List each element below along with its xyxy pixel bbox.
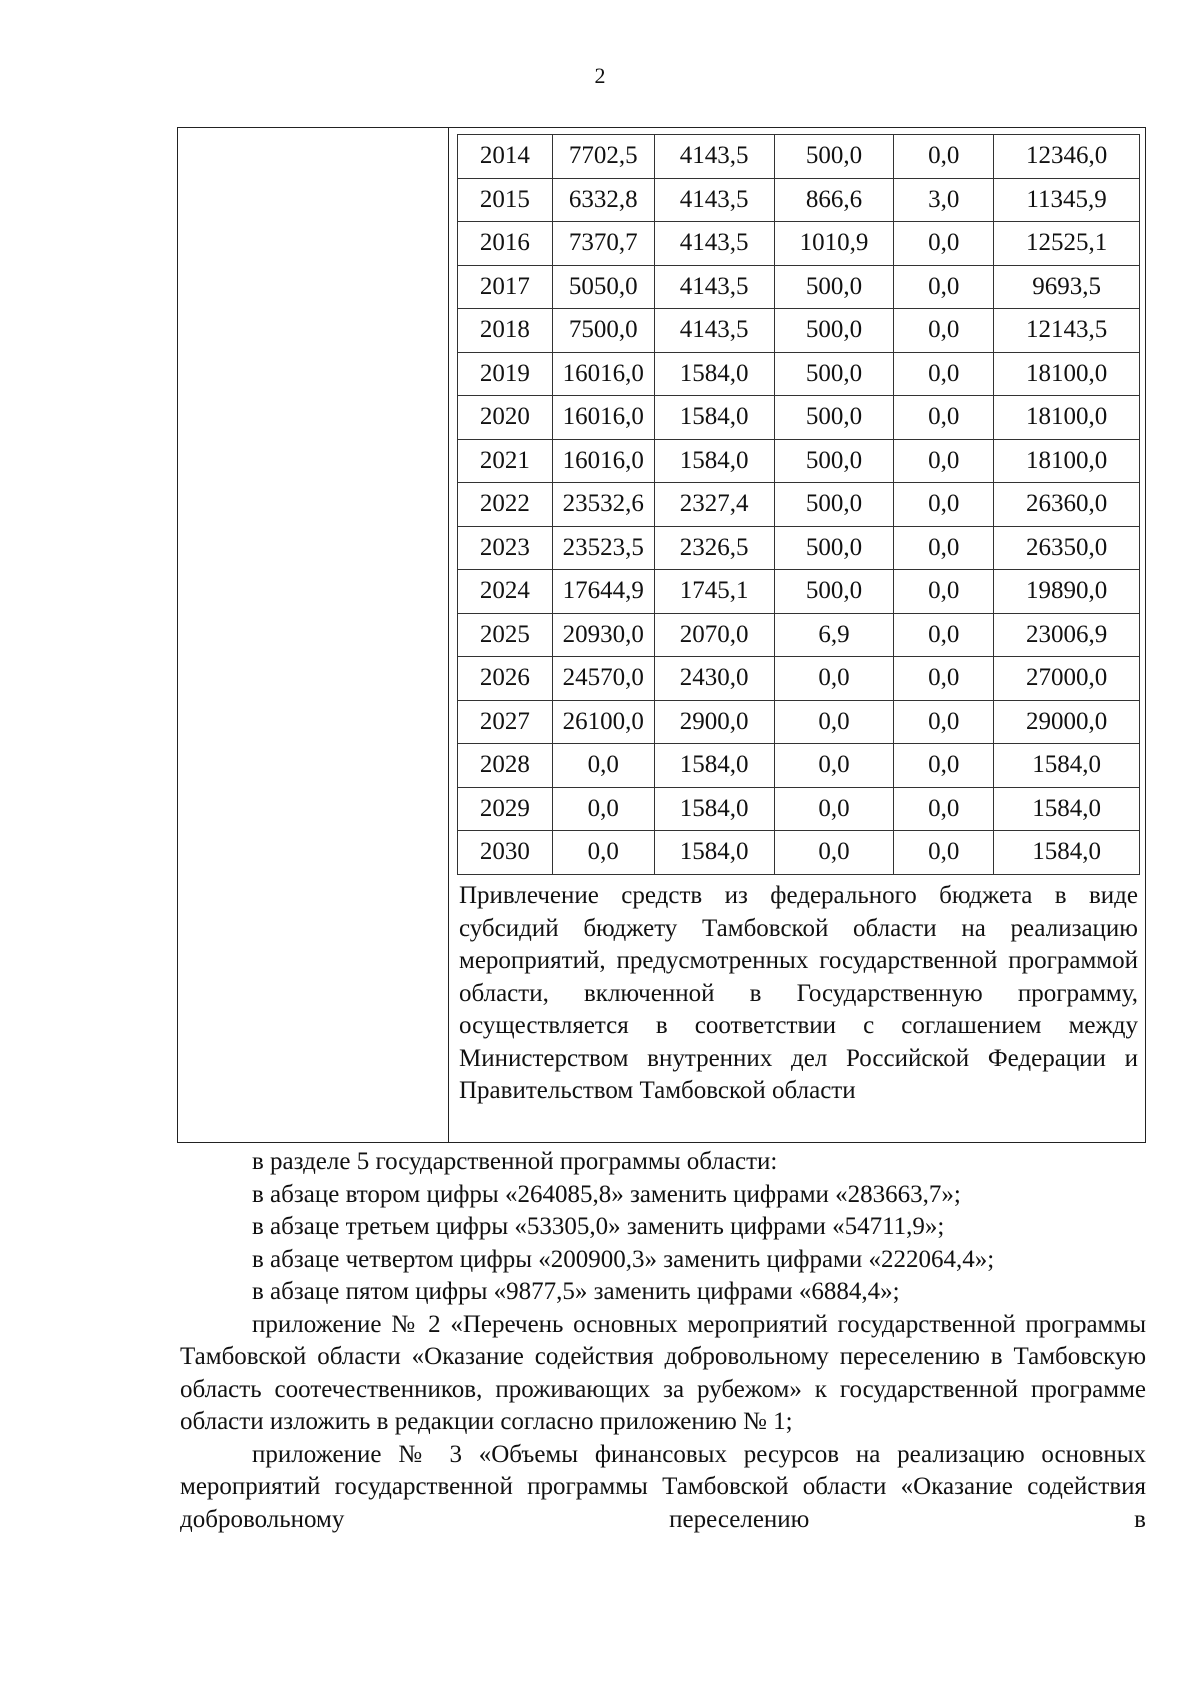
appendix-2-amendment: приложение № 2 «Перечень основных мероприятий государственной программы Тамбовской области «Оказание содействия добровольному переселению в Тамбовскую область соотечественников, проживающих за рубежом» к государственной программе области изложить в редакции согласно приложению № 1; bbox=[180, 1310, 1146, 1435]
amount-cell: 4143,5 bbox=[654, 178, 774, 222]
amount-cell: 2430,0 bbox=[654, 657, 774, 701]
amount-cell: 1584,0 bbox=[654, 439, 774, 483]
year-cell: 2020 bbox=[458, 396, 553, 440]
funding-by-year-table bbox=[457, 134, 1140, 875]
amount-cell: 0,0 bbox=[552, 831, 654, 875]
amount-cell: 0,0 bbox=[894, 265, 994, 309]
amount-cell: 18100,0 bbox=[994, 439, 1140, 483]
year-cell: 2025 bbox=[458, 613, 553, 657]
table-row bbox=[458, 352, 1140, 396]
amount-cell: 1584,0 bbox=[654, 352, 774, 396]
paragraph-second-amendment: в абзаце втором цифры «264085,8» заменить цифрами «283663,7»; bbox=[252, 1180, 961, 1208]
amount-cell: 26360,0 bbox=[994, 483, 1140, 527]
amount-cell: 29000,0 bbox=[994, 700, 1140, 744]
amount-cell: 12346,0 bbox=[994, 135, 1140, 179]
table-row bbox=[458, 178, 1140, 222]
amount-cell: 500,0 bbox=[774, 570, 894, 614]
amount-cell: 16016,0 bbox=[552, 352, 654, 396]
amount-cell: 12143,5 bbox=[994, 309, 1140, 353]
amount-cell: 0,0 bbox=[894, 613, 994, 657]
amount-cell: 0,0 bbox=[894, 135, 994, 179]
amount-cell: 2327,4 bbox=[654, 483, 774, 527]
year-cell: 2024 bbox=[458, 570, 553, 614]
year-cell: 2018 bbox=[458, 309, 553, 353]
amount-cell: 6332,8 bbox=[552, 178, 654, 222]
amount-cell: 0,0 bbox=[774, 787, 894, 831]
amount-cell: 23006,9 bbox=[994, 613, 1140, 657]
amount-cell: 4143,5 bbox=[654, 222, 774, 266]
amount-cell: 23532,6 bbox=[552, 483, 654, 527]
table-row bbox=[458, 570, 1140, 614]
amount-cell: 0,0 bbox=[894, 744, 994, 788]
amount-cell: 0,0 bbox=[894, 526, 994, 570]
table-row bbox=[458, 483, 1140, 527]
year-cell: 2029 bbox=[458, 787, 553, 831]
table-row bbox=[458, 787, 1140, 831]
amendment-text bbox=[180, 1146, 1146, 1536]
amount-cell: 1010,9 bbox=[774, 222, 894, 266]
amount-cell: 1584,0 bbox=[994, 744, 1140, 788]
amount-cell: 0,0 bbox=[774, 744, 894, 788]
amount-cell: 0,0 bbox=[894, 657, 994, 701]
amount-cell: 500,0 bbox=[774, 309, 894, 353]
amount-cell: 0,0 bbox=[774, 831, 894, 875]
amount-cell: 11345,9 bbox=[994, 178, 1140, 222]
amount-cell: 0,0 bbox=[894, 831, 994, 875]
paragraph-third-amendment: в абзаце третьем цифры «53305,0» заменить цифрами «54711,9»; bbox=[252, 1213, 945, 1240]
amount-cell: 6,9 bbox=[774, 613, 894, 657]
amount-cell: 2070,0 bbox=[654, 613, 774, 657]
page-number: 2 bbox=[594, 63, 606, 88]
amount-cell: 23523,5 bbox=[552, 526, 654, 570]
amount-cell: 1584,0 bbox=[654, 831, 774, 875]
amount-cell: 17644,9 bbox=[552, 570, 654, 614]
amount-cell: 20930,0 bbox=[552, 613, 654, 657]
amount-cell: 16016,0 bbox=[552, 396, 654, 440]
amount-cell: 7500,0 bbox=[552, 309, 654, 353]
year-cell: 2019 bbox=[458, 352, 553, 396]
amount-cell: 0,0 bbox=[552, 787, 654, 831]
amount-cell: 0,0 bbox=[894, 483, 994, 527]
amount-cell: 500,0 bbox=[774, 526, 894, 570]
amount-cell: 5050,0 bbox=[552, 265, 654, 309]
amount-cell: 1584,0 bbox=[654, 787, 774, 831]
table-row bbox=[458, 744, 1140, 788]
amount-cell: 0,0 bbox=[894, 439, 994, 483]
year-cell: 2015 bbox=[458, 178, 553, 222]
year-cell: 2016 bbox=[458, 222, 553, 266]
year-cell: 2023 bbox=[458, 526, 553, 570]
amount-cell: 0,0 bbox=[894, 396, 994, 440]
paragraph-fifth-amendment: в абзаце пятом цифры «9877,5» заменить цифрами «6884,4»; bbox=[252, 1278, 900, 1305]
paragraph-fourth-amendment: в абзаце четвертом цифры «200900,3» заменить цифрами «222064,4»; bbox=[252, 1245, 995, 1273]
table-row bbox=[458, 526, 1140, 570]
amount-cell: 500,0 bbox=[774, 396, 894, 440]
table-row bbox=[458, 700, 1140, 744]
year-cell: 2026 bbox=[458, 657, 553, 701]
year-cell: 2027 bbox=[458, 700, 553, 744]
amount-cell: 1584,0 bbox=[994, 787, 1140, 831]
amount-cell: 0,0 bbox=[774, 700, 894, 744]
federal-funding-note: Привлечение средств из федерального бюджета в виде субсидий бюджету Тамбовской области на реализацию мероприятий, предусмотренных государственной программой области, включенной в Государственную программу, осуществляется в соответствии с соглашением между Министерством внутренних дел Российской Федерации и Правительством Тамбовской области bbox=[459, 882, 1138, 1104]
amount-cell: 0,0 bbox=[894, 787, 994, 831]
table-row bbox=[458, 309, 1140, 353]
amount-cell: 3,0 bbox=[894, 178, 994, 222]
amount-cell: 18100,0 bbox=[994, 396, 1140, 440]
amount-cell: 0,0 bbox=[552, 744, 654, 788]
amount-cell: 27000,0 bbox=[994, 657, 1140, 701]
section-intro: в разделе 5 государственной программы области: bbox=[252, 1148, 778, 1175]
amount-cell: 7702,5 bbox=[552, 135, 654, 179]
amount-cell: 1745,1 bbox=[654, 570, 774, 614]
year-cell: 2021 bbox=[458, 439, 553, 483]
amount-cell: 24570,0 bbox=[552, 657, 654, 701]
amount-cell: 19890,0 bbox=[994, 570, 1140, 614]
column-divider bbox=[448, 128, 449, 1142]
table-row bbox=[458, 657, 1140, 701]
amount-cell: 18100,0 bbox=[994, 352, 1140, 396]
year-cell: 2014 bbox=[458, 135, 553, 179]
amount-cell: 0,0 bbox=[774, 657, 894, 701]
table-row bbox=[458, 831, 1140, 875]
amount-cell: 500,0 bbox=[774, 483, 894, 527]
amount-cell: 0,0 bbox=[894, 570, 994, 614]
table-row bbox=[458, 222, 1140, 266]
amount-cell: 2900,0 bbox=[654, 700, 774, 744]
amount-cell: 2326,5 bbox=[654, 526, 774, 570]
amount-cell: 4143,5 bbox=[654, 265, 774, 309]
amount-cell: 26350,0 bbox=[994, 526, 1140, 570]
amount-cell: 500,0 bbox=[774, 352, 894, 396]
table-row bbox=[458, 613, 1140, 657]
amount-cell: 16016,0 bbox=[552, 439, 654, 483]
amount-cell: 1584,0 bbox=[654, 744, 774, 788]
table-row bbox=[458, 439, 1140, 483]
amount-cell: 4143,5 bbox=[654, 135, 774, 179]
year-cell: 2022 bbox=[458, 483, 553, 527]
amount-cell: 0,0 bbox=[894, 352, 994, 396]
amount-cell: 26100,0 bbox=[552, 700, 654, 744]
amount-cell: 12525,1 bbox=[994, 222, 1140, 266]
amount-cell: 1584,0 bbox=[994, 831, 1140, 875]
amount-cell: 7370,7 bbox=[552, 222, 654, 266]
year-cell: 2028 bbox=[458, 744, 553, 788]
table-row bbox=[458, 396, 1140, 440]
table-row bbox=[458, 265, 1140, 309]
table-row bbox=[458, 135, 1140, 179]
amount-cell: 500,0 bbox=[774, 265, 894, 309]
year-cell: 2030 bbox=[458, 831, 553, 875]
amount-cell: 500,0 bbox=[774, 135, 894, 179]
amount-cell: 1584,0 bbox=[654, 396, 774, 440]
amount-cell: 0,0 bbox=[894, 309, 994, 353]
appendix-3-amendment: приложение № 3 «Объемы финансовых ресурсов на реализацию основных мероприятий государственной программы Тамбовской области «Оказание содействия добровольному переселению в bbox=[180, 1440, 1146, 1533]
amount-cell: 866,6 bbox=[774, 178, 894, 222]
amount-cell: 0,0 bbox=[894, 222, 994, 266]
amount-cell: 0,0 bbox=[894, 700, 994, 744]
amount-cell: 500,0 bbox=[774, 439, 894, 483]
amount-cell: 4143,5 bbox=[654, 309, 774, 353]
year-cell: 2017 bbox=[458, 265, 553, 309]
funding-table-body bbox=[458, 135, 1140, 875]
amount-cell: 9693,5 bbox=[994, 265, 1140, 309]
